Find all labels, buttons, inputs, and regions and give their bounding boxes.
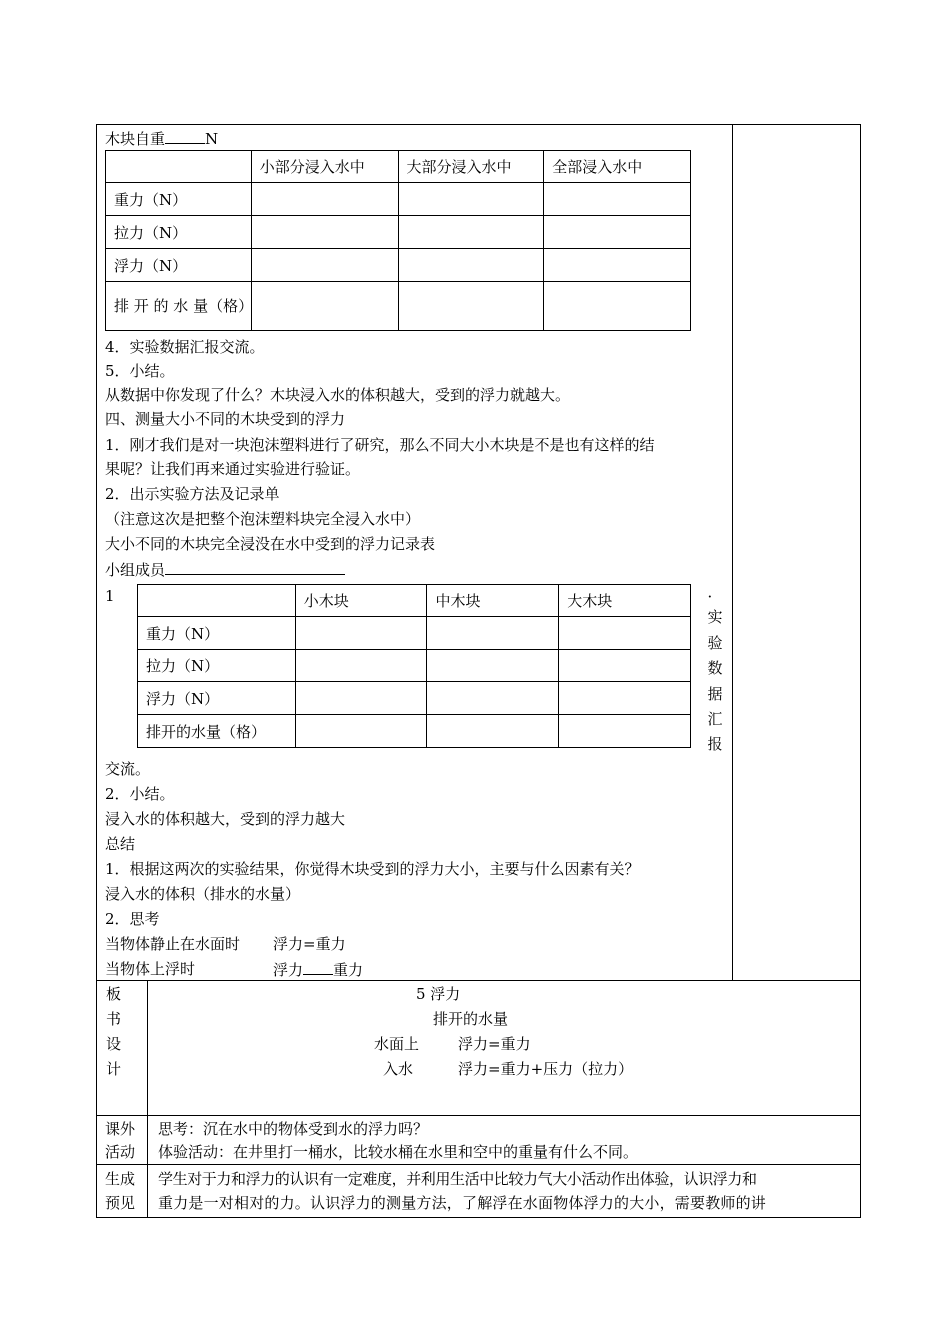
table-cell[interactable] [427, 650, 559, 682]
table-cell[interactable] [544, 249, 691, 282]
board-title: 5 浮力 [416, 985, 461, 1003]
table-cell[interactable] [427, 715, 559, 748]
board-line-3b: 浮力=重力 [458, 1035, 531, 1053]
extra-line-2: 体验活动：在井里打一桶水，比较水桶在水里和空中的重量有什么不同。 [158, 1143, 639, 1161]
table-cell[interactable] [295, 682, 427, 715]
table-cell[interactable] [295, 715, 427, 748]
extra-line-1: 思考：沉在水中的物体受到水的浮力吗？ [158, 1120, 429, 1138]
table-cell[interactable] [544, 216, 691, 249]
table2-row-label: 浮力（N） [138, 682, 296, 715]
vertical-char: 汇 [707, 710, 723, 729]
step-number: 1 [105, 587, 115, 605]
table-cell[interactable] [559, 617, 691, 650]
table1-header-full: 全部浸入水中 [544, 151, 691, 183]
outer-left-border [96, 124, 97, 1218]
board-top-border [96, 980, 861, 981]
table-cell[interactable] [544, 282, 691, 331]
outer-right-border [860, 124, 861, 1218]
wood-weight-line [105, 126, 218, 151]
group-members-label: 小组成员 [105, 561, 166, 579]
table-row [138, 715, 691, 748]
table-cell[interactable] [295, 650, 427, 682]
think-line-2-right [273, 957, 363, 982]
table1-row-label: 重力（N） [106, 183, 252, 216]
table1-row-label: 浮力（N） [106, 249, 252, 282]
table-row [106, 249, 691, 282]
side-vertical-text [705, 580, 725, 758]
table-row [106, 282, 691, 331]
preview-line-2: 重力是一对相对的力。认识浮力的测量方法，了解浮在水面物体浮力的大小，需要教师的讲 [158, 1194, 767, 1212]
table2-header-small: 小木块 [295, 585, 427, 617]
vertical-char: 实 [707, 608, 723, 627]
wood-weight-unit: N [205, 130, 219, 148]
group-members-blank[interactable] [165, 557, 345, 575]
right-column-divider [732, 124, 733, 981]
wood-size-table [137, 584, 691, 748]
text-line: 2．小结。 [105, 785, 175, 803]
table-cell[interactable] [427, 617, 559, 650]
preview-label-2: 预见 [105, 1194, 136, 1212]
table-cell[interactable] [398, 216, 544, 249]
table-cell[interactable] [427, 682, 559, 715]
table-cell[interactable] [544, 183, 691, 216]
table2-header-blank [138, 585, 296, 617]
table2-row-label: 拉力（N） [138, 650, 296, 682]
text-line: 果呢？让我们再来通过实验进行验证。 [105, 460, 361, 478]
table-caption: 大小不同的木块完全浸没在水中受到的浮力记录表 [105, 535, 436, 553]
text-line: （注意这次是把整个泡沫塑料块完全浸入水中） [105, 510, 421, 528]
table-cell[interactable] [295, 617, 427, 650]
text-line: 浸入水的体积（排水的水量） [105, 885, 301, 903]
vertical-char: 验 [707, 633, 723, 652]
vertical-char: ． [707, 583, 723, 601]
table-cell[interactable] [559, 715, 691, 748]
board-label-2: 书 [106, 1010, 122, 1028]
table2-row-label: 排开的水量（格） [138, 715, 296, 748]
board-label-4: 计 [106, 1060, 122, 1078]
table-cell[interactable] [251, 249, 398, 282]
board-line-2: 排开的水量 [433, 1010, 509, 1028]
table-cell[interactable] [398, 282, 544, 331]
think-answer-blank[interactable] [303, 957, 333, 975]
section-heading: 总结 [105, 835, 136, 853]
table-cell[interactable] [559, 650, 691, 682]
table-cell[interactable] [251, 282, 398, 331]
group-members-line [105, 557, 345, 582]
think-line-1-left: 当物体静止在水面时 [105, 935, 241, 953]
table2-row-label: 重力（N） [138, 617, 296, 650]
table1-row-label: 拉力（N） [106, 216, 252, 249]
extra-top-border [96, 1115, 861, 1116]
text-line: 2．思考 [105, 910, 160, 928]
think-line-2-b: 重力 [333, 961, 364, 979]
table-cell[interactable] [251, 183, 398, 216]
text-line: 浸入水的体积越大，受到的浮力越大 [105, 810, 346, 828]
vertical-char: 数 [707, 659, 723, 678]
table-row [138, 617, 691, 650]
text-line: 交流。 [105, 760, 151, 778]
table-cell[interactable] [398, 249, 544, 282]
text-line: 从数据中你发现了什么？木块浸入水的体积越大，受到的浮力就越大。 [105, 386, 571, 404]
preview-line-1: 学生对于力和浮力的认识有一定难度，并利用生活中比较力气大小活动作出体验，认识浮力和 [158, 1170, 757, 1188]
board-line-4b: 浮力=重力+压力（拉力） [458, 1060, 634, 1078]
table-cell[interactable] [559, 682, 691, 715]
table-cell[interactable] [251, 216, 398, 249]
text-line: 1．刚才我们是对一块泡沫塑料进行了研究，那么不同大小木块是不是也有这样的结 [105, 436, 655, 454]
board-label-1: 板 [106, 985, 122, 1003]
text-line: 1．根据这两次的实验结果，你觉得木块受到的浮力大小，主要与什么因素有关？ [105, 860, 640, 878]
table1-header-large: 大部分浸入水中 [398, 151, 544, 183]
text-line: 5．小结。 [105, 362, 175, 380]
table-cell[interactable] [398, 183, 544, 216]
table1-header-blank [106, 151, 252, 183]
think-line-2-a: 浮力 [273, 961, 304, 979]
extra-label-1: 课外 [105, 1120, 136, 1138]
table-row [138, 682, 691, 715]
table-row [106, 183, 691, 216]
think-line-2-left: 当物体上浮时 [105, 960, 196, 978]
board-line-4a: 入水 [383, 1060, 414, 1078]
table1-row-label: 排 开 的 水 量（格） [106, 282, 252, 331]
table2-header-medium: 中木块 [427, 585, 559, 617]
wood-weight-prefix: 木块自重 [105, 130, 166, 148]
text-line: 4．实验数据汇报交流。 [105, 338, 265, 356]
table-row [138, 650, 691, 682]
outer-bottom-border [96, 1217, 861, 1218]
table2-header-large: 大木块 [559, 585, 691, 617]
section-heading: 四、测量大小不同的木块受到的浮力 [105, 410, 346, 428]
vertical-char: 报 [707, 735, 723, 754]
board-label-3: 设 [106, 1035, 122, 1053]
preview-top-border [96, 1164, 861, 1165]
immersion-table [105, 150, 691, 331]
think-line-1-right: 浮力=重力 [273, 935, 346, 953]
table-row [106, 216, 691, 249]
label-column-divider [147, 980, 148, 1218]
wood-weight-blank [165, 126, 205, 144]
outer-top-border [96, 124, 861, 125]
board-line-3a: 水面上 [374, 1035, 420, 1053]
preview-label-1: 生成 [105, 1170, 136, 1188]
vertical-char: 据 [707, 684, 723, 703]
text-line: 2．出示实验方法及记录单 [105, 485, 280, 503]
table1-header-small: 小部分浸入水中 [251, 151, 398, 183]
extra-label-2: 活动 [105, 1143, 136, 1161]
